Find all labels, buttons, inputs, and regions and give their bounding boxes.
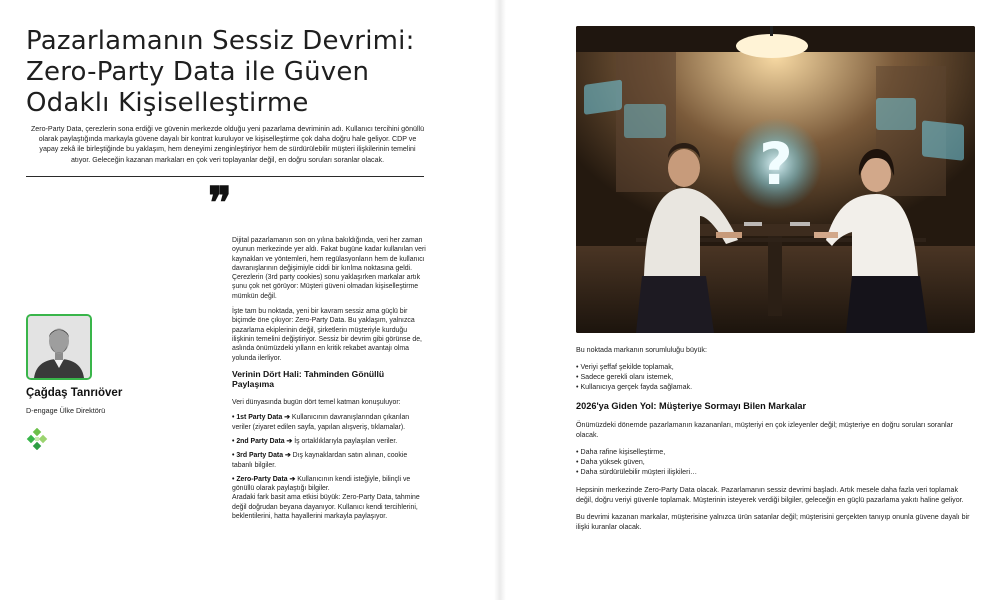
- list-item: • Daha rafine kişiselleştirme,: [576, 448, 666, 456]
- body-paragraph: Dijital pazarlamanın son on yılına bakıldığında, veri her zaman oyunun merkezinde yer aldı. Fakat bugüne kadar kullanılan veri kaynakları ve yöntemleri, hem regülasyonların hem de kullanıcı davranışlarının değişimiyle ciddi bir kırılma noktasına geldi. Çerezlerin (3rd party cookies) sonu yaklaşırken markalar artık şunu çok net görüyor: Müşteri güveni olmadan kişiselleştirme mümkün değil.: [232, 237, 426, 300]
- body-paragraph: İşte tam bu noktada, yeni bir kavram sessiz ama güçlü bir biçimde öne çıkıyor: Zero-Party Data. Bu yaklaşım, yalnızca pazarlama ekiplerinin değil, şirketlerin müşteriyle kurduğu ilişkinin temelini değiştiriyor. Sessiz bir devrim gibi görünse de, aslında önümüzdeki yılların en kritik rekabet avantajı olma yolunda ilerliyor.: [232, 308, 422, 362]
- body-paragraph: Aradaki fark basit ama etkisi büyük: Zero-Party Data, tahmine değil doğrudan beyana dayanıyor. Kullanıcı kendi tercihlerini, beklentilerini, hatta hayallerini markayla paylaşıyor.: [232, 494, 420, 521]
- list-item-text: Kullanıcının davranışlarından çıkarılan veriler (ziyaret edilen sayfa, yapılan alışveriş, tıklamalar).: [232, 414, 410, 431]
- left-body-column: [232, 236, 427, 527]
- body-paragraph: Bu noktada markanın sorumluluğu büyük:: [576, 346, 707, 354]
- author-portrait-icon: [28, 316, 90, 378]
- body-paragraph: Önümüzdeki dönemde pazarlamanın kazananları, müşteriyi en çok izleyenler değil; müşteriye en doğru soruları soranlar olacak.: [576, 421, 953, 439]
- list-item: [232, 475, 427, 494]
- section-heading: 2026'ya Giden Yol: Müşteriye Sormayı Bilen Markalar: [576, 401, 807, 411]
- responsibility-list: [576, 362, 976, 392]
- list-item: • Daha yüksek güven,: [576, 458, 645, 466]
- list-item-term: • 2nd Party Data ➔: [232, 437, 293, 445]
- svg-text:?: ?: [759, 130, 793, 198]
- list-item-term: • Zero-Party Data ➔: [232, 475, 296, 483]
- article-title: Pazarlamanın Sessiz Devrimi: Zero-Party Data ile Güven Odaklı Kişiselleştirme: [26, 26, 415, 118]
- body-paragraph: Veri dünyasında bugün dört temel katman konuşuluyor:: [232, 399, 401, 407]
- list-item: [232, 451, 427, 470]
- list-item-text: İş ortaklıklarıyla paylaşılan veriler.: [292, 437, 398, 445]
- list-item-term: • 3rd Party Data ➔: [232, 452, 291, 460]
- list-item-term: • 1st Party Data ➔: [232, 414, 290, 422]
- author-role: D-engage Ülke Direktörü: [26, 406, 106, 415]
- title-divider: [26, 176, 424, 177]
- meeting-scene-icon: [576, 26, 975, 333]
- list-item-text: Kullanıcının kendi isteğiyle, bilinçli ve gönüllü olarak paylaştığı bilgiler.: [232, 475, 411, 493]
- list-item: • Daha sürdürülebilir müşteri ilişkileri…: [576, 468, 698, 476]
- list-item-text: Dış kaynaklardan satın alınan, cookie tabanlı bilgiler.: [232, 452, 408, 469]
- section-heading: Verinin Dört Hali: Tahminden Gönüllü Paylaşıma: [232, 368, 385, 390]
- list-item: [232, 437, 427, 446]
- article-photo: [576, 26, 975, 333]
- author-avatar: [26, 314, 92, 380]
- author-name: Çağdaş Tanrıöver: [26, 387, 123, 399]
- list-item: • Veriyi şeffaf şekilde toplamak,: [576, 363, 674, 371]
- article-lead: Zero-Party Data, çerezlerin sona erdiği ve güvenin merkezde olduğu yeni pazarlama devriminin adı. Kullanıcı tercihini gönüllü olarak paylaştığında markayla güvene dayalı bir kontrat kuruluyor ve kişiselleştirme çok daha doğru hale geliyor. CDP ve yapay zekâ ile birleştiğinde bu yaklaşım, hem deneyimi zenginleştiriyor hem de sürdürülebilir müşteri ilişkilerinin temelini atıyor. Geleceğin kazanan markaları en çok veri toplayanlar değil, en doğru soruları soranlar olacak.: [30, 125, 425, 164]
- body-paragraph: Hepsinin merkezinde Zero-Party Data olacak. Pazarlamanın sessiz devrimi başladı. Artık mesele daha fazla veri toplamak değil, doğru veriyi güvenle toplamak. Müşterinin isteyerek verdiği bilgiler, geleceğin en güçlü pazarlama yakıtı haline geliyor.: [576, 486, 964, 504]
- right-body-column: [576, 345, 976, 539]
- benefits-list: [576, 447, 976, 477]
- d-engage-logo-icon: [26, 428, 48, 450]
- list-item: • Sadece gerekli olanı istemek,: [576, 373, 674, 381]
- body-paragraph: Bu devrimi kazanan markalar, müşterisine yalnızca ürün satanlar değil; müşterisini gerçekten tanıyıp onunla güvene dayalı bir ilişki kuranlar olacak.: [576, 513, 970, 531]
- list-item: [232, 413, 427, 432]
- list-item: • Kullanıcıya gerçek fayda sağlamak.: [576, 383, 693, 391]
- quote-icon: ❞: [208, 178, 232, 229]
